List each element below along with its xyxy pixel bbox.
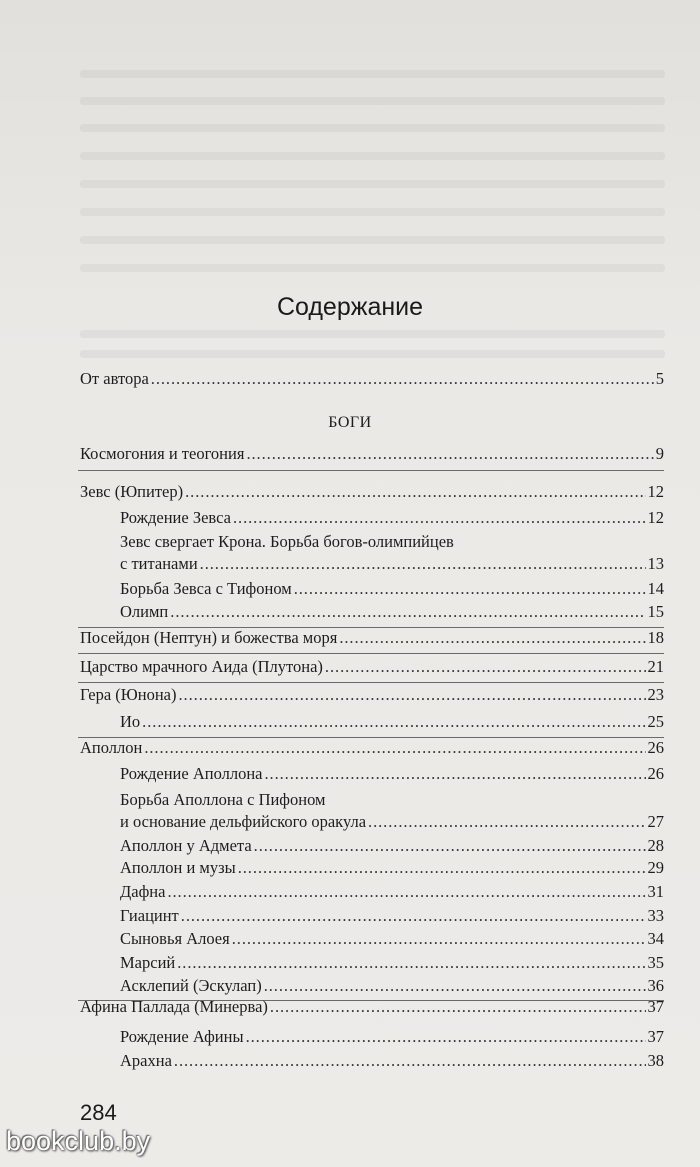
toc-entry[interactable]: [80, 443, 664, 465]
toc-subentry[interactable]: [120, 835, 664, 857]
toc-entry-page: 12: [647, 508, 664, 527]
toc-entry[interactable]: [80, 656, 664, 678]
leader-dots: [185, 481, 645, 503]
toc-entry-label: Дафна: [120, 882, 166, 901]
leader-dots: [339, 627, 645, 649]
toc-subentry[interactable]: [120, 975, 664, 997]
leader-dots: [144, 737, 645, 759]
toc-entry-page: 37: [647, 997, 664, 1016]
toc-entry-page: 25: [647, 712, 664, 731]
leader-dots: [170, 601, 645, 623]
toc-entry[interactable]: [80, 737, 664, 759]
toc-entry-page: 33: [647, 906, 664, 925]
toc-entry-label: От автора: [80, 369, 149, 388]
leader-dots: [179, 684, 646, 706]
leader-dots: [270, 996, 646, 1018]
toc-entry-label: Ио: [120, 712, 141, 731]
toc-entry-page: 36: [647, 976, 664, 995]
section-divider: [78, 653, 664, 654]
toc-entry-page: 12: [647, 482, 664, 501]
toc-entry-label: Рождение Аполлона: [120, 764, 263, 783]
toc-entry-label: Посейдон (Нептун) и божества моря: [80, 628, 338, 647]
leader-dots: [254, 835, 646, 857]
toc-entry-page: 26: [647, 738, 664, 757]
toc-entry-page: 18: [647, 628, 664, 647]
show-through-line: [80, 208, 665, 216]
toc-entry-label: Рождение Афины: [120, 1027, 244, 1046]
toc-entry-label: Рождение Зевса: [120, 508, 231, 527]
toc-entry-label: Асклепий (Эскулап): [120, 976, 262, 995]
leader-dots: [246, 1026, 646, 1048]
toc-entry-page: 35: [647, 953, 664, 972]
toc-entry-label: Марсий: [120, 953, 176, 972]
toc-entry-label: Аполлон и музы: [120, 858, 236, 877]
toc-subentry[interactable]: [120, 553, 664, 575]
toc-entry-label: Зевс (Юпитер): [80, 482, 184, 501]
toc-entry-page: 5: [655, 369, 664, 388]
toc-entry-label: Борьба Зевса с Тифоном: [120, 579, 292, 598]
toc-entry-label: Гера (Юнона): [80, 685, 177, 704]
show-through-line: [80, 236, 665, 244]
section-divider: [78, 682, 664, 683]
toc-entry-page: 27: [647, 812, 664, 831]
toc-entry[interactable]: [80, 627, 664, 649]
toc-entry-label-line1: Зевс свергает Крона. Борьба богов-олимпийцев: [120, 532, 454, 551]
toc-subentry[interactable]: [120, 1026, 664, 1048]
toc-entry-page: 28: [647, 836, 664, 855]
leader-dots: [238, 857, 646, 879]
toc-entry-page: 9: [655, 444, 664, 463]
watermark-logo: bookclub.by: [6, 1126, 151, 1156]
leader-dots: [151, 368, 654, 390]
toc-subentry[interactable]: [120, 952, 664, 974]
leader-dots: [368, 811, 645, 833]
toc-entry-page: 38: [647, 1051, 664, 1070]
leader-dots: [246, 443, 653, 465]
leader-dots: [264, 763, 645, 785]
toc-subentry[interactable]: [120, 1050, 664, 1072]
toc-entry-label: с титанами: [120, 554, 198, 573]
section-divider: [78, 470, 664, 471]
show-through-line: [80, 264, 665, 272]
toc-entry-label: Афина Паллада (Минерва): [80, 997, 268, 1016]
leader-dots: [200, 553, 646, 575]
toc-subentry[interactable]: [120, 811, 664, 833]
toc-subentry[interactable]: [120, 881, 664, 903]
leader-dots: [233, 507, 646, 529]
toc-entry-page: 29: [647, 858, 664, 877]
toc-entry-label-line1: Борьба Аполлона с Пифоном: [120, 790, 326, 809]
toc-subentry[interactable]: [120, 507, 664, 529]
leader-dots: [294, 578, 646, 600]
toc-subentry[interactable]: [120, 763, 664, 785]
toc-subentry[interactable]: [120, 601, 664, 623]
show-through-line: [80, 97, 665, 105]
show-through-line: [80, 152, 665, 160]
toc-entry-label: и основание дельфийского оракула: [120, 812, 367, 831]
toc-subentry[interactable]: [120, 905, 664, 927]
toc-entry-label: Космогония и теогония: [80, 444, 245, 463]
toc-entry-label: Царство мрачного Аида (Плутона): [80, 657, 323, 676]
show-through-line: [80, 180, 665, 188]
show-through-line: [80, 70, 665, 78]
toc-entry-page: 34: [647, 929, 664, 948]
leader-dots: [181, 905, 646, 927]
leader-dots: [325, 656, 646, 678]
toc-entry-label: Арахна: [120, 1051, 172, 1070]
toc-subentry[interactable]: [120, 578, 664, 600]
show-through-line: [80, 350, 665, 358]
page-title: Содержание: [276, 293, 424, 321]
toc-entry[interactable]: [80, 684, 664, 706]
leader-dots: [177, 952, 645, 974]
leader-dots: [174, 1050, 646, 1072]
toc-entry-page: 15: [647, 602, 664, 621]
toc-entry-page: 31: [647, 882, 664, 901]
toc-subentry[interactable]: [120, 857, 664, 879]
toc-entry-page: 37: [647, 1027, 664, 1046]
leader-dots: [264, 975, 646, 997]
toc-entry-page: 23: [647, 685, 664, 704]
toc-entry-label: Сыновья Алоея: [120, 929, 230, 948]
toc-entry[interactable]: [80, 368, 664, 390]
toc-entry-label: Аполлон у Адмета: [120, 836, 252, 855]
toc-entry[interactable]: [80, 481, 664, 503]
section-title: БОГИ: [328, 414, 372, 431]
toc-entry-page: 21: [647, 657, 664, 676]
toc-entry-page: 14: [647, 579, 664, 598]
show-through-line: [80, 124, 665, 132]
toc-entry[interactable]: [80, 996, 664, 1018]
page-number: 284: [80, 1100, 117, 1125]
toc-subentry[interactable]: [120, 711, 664, 733]
toc-entry-label: Гиацинт: [120, 906, 179, 925]
toc-subentry[interactable]: [120, 928, 664, 950]
leader-dots: [142, 711, 645, 733]
leader-dots: [167, 881, 645, 903]
toc-entry-label: Аполлон: [80, 738, 143, 757]
toc-entry-page: 13: [647, 554, 664, 573]
toc-entry-label: Олимп: [120, 602, 169, 621]
toc-entry-page: 26: [647, 764, 664, 783]
leader-dots: [232, 928, 646, 950]
show-through-line: [80, 330, 665, 338]
